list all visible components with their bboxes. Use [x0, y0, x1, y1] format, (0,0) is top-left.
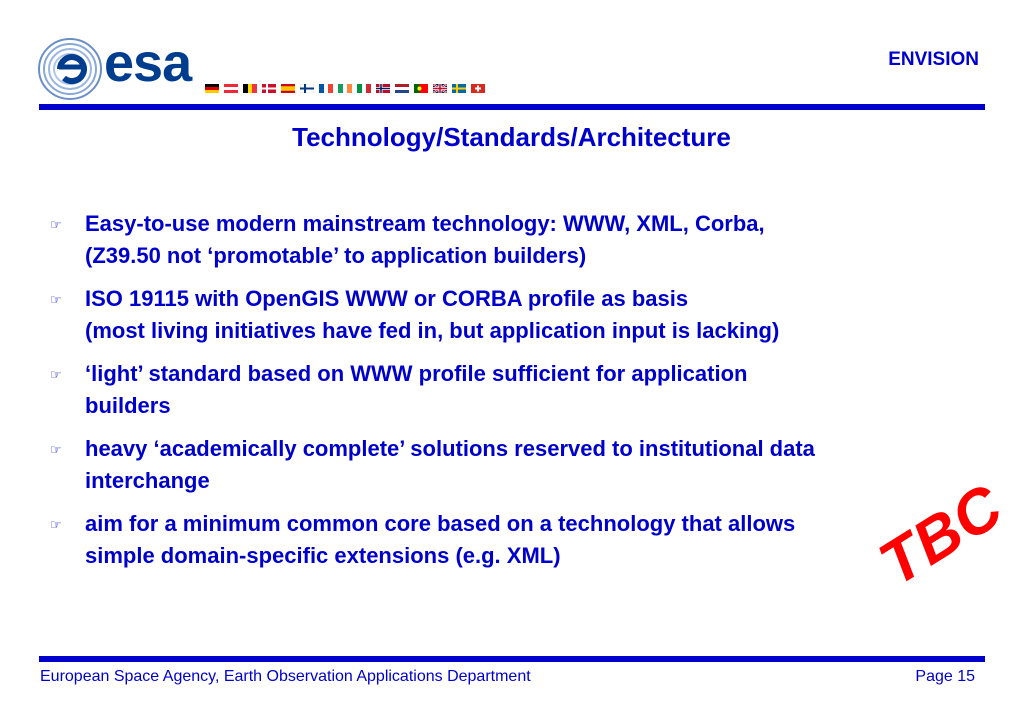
flag-austria-icon [224, 84, 238, 93]
esa-wordmark: esa [104, 33, 192, 93]
flag-spain-icon [281, 84, 295, 93]
project-name: ENVISION [888, 49, 979, 70]
pointing-hand-icon: ☞ [50, 292, 62, 307]
flag-portugal-icon [414, 84, 428, 93]
list-item [50, 208, 980, 272]
flag-united-kingdom-icon [433, 84, 447, 93]
pointing-hand-icon: ☞ [50, 442, 62, 457]
bullet-text: heavy ‘academically complete’ solutions reserved to institutional data interchange [85, 436, 815, 493]
pointing-hand-icon: ☞ [50, 367, 62, 382]
footer-divider [39, 656, 985, 662]
flag-norway-icon [376, 84, 390, 93]
tbc-stamp: TBC [867, 471, 1016, 600]
flag-denmark-icon [262, 84, 276, 93]
flag-france-icon [319, 84, 333, 93]
member-flags [205, 84, 485, 93]
pointing-hand-icon: ☞ [50, 217, 62, 232]
list-item [50, 433, 980, 497]
flag-italy-icon [357, 84, 371, 93]
pointing-hand-icon: ☞ [50, 517, 62, 532]
bullet-list [50, 208, 980, 583]
header-divider [39, 104, 985, 110]
list-item [50, 508, 980, 572]
flag-sweden-icon [452, 84, 466, 93]
list-item [50, 283, 980, 347]
slide-title: Technology/Standards/Architecture [292, 122, 731, 152]
bullet-text: ISO 19115 with OpenGIS WWW or CORBA profile as basis (most living initiatives have fed in, but application input is lacking) [85, 286, 780, 343]
flag-belgium-icon [243, 84, 257, 93]
esa-emblem-icon [36, 36, 106, 102]
footer-organization: European Space Agency, Earth Observation Applications Department [40, 668, 531, 685]
flag-ireland-icon [338, 84, 352, 93]
flag-netherlands-icon [395, 84, 409, 93]
bullet-text: aim for a minimum common core based on a technology that allows simple domain-specific extensions (e.g. XML) [85, 511, 796, 568]
flag-germany-icon [205, 84, 219, 93]
flag-finland-icon [300, 84, 314, 93]
bullet-text: Easy-to-use modern mainstream technology: WWW, XML, Corba, (Z39.50 not ‘promotable’ to application builders) [85, 211, 765, 268]
flag-switzerland-icon [471, 84, 485, 93]
bullet-text: ‘light’ standard based on WWW profile sufficient for application builders [85, 361, 748, 418]
page-number: Page 15 [915, 668, 975, 685]
list-item [50, 358, 980, 422]
